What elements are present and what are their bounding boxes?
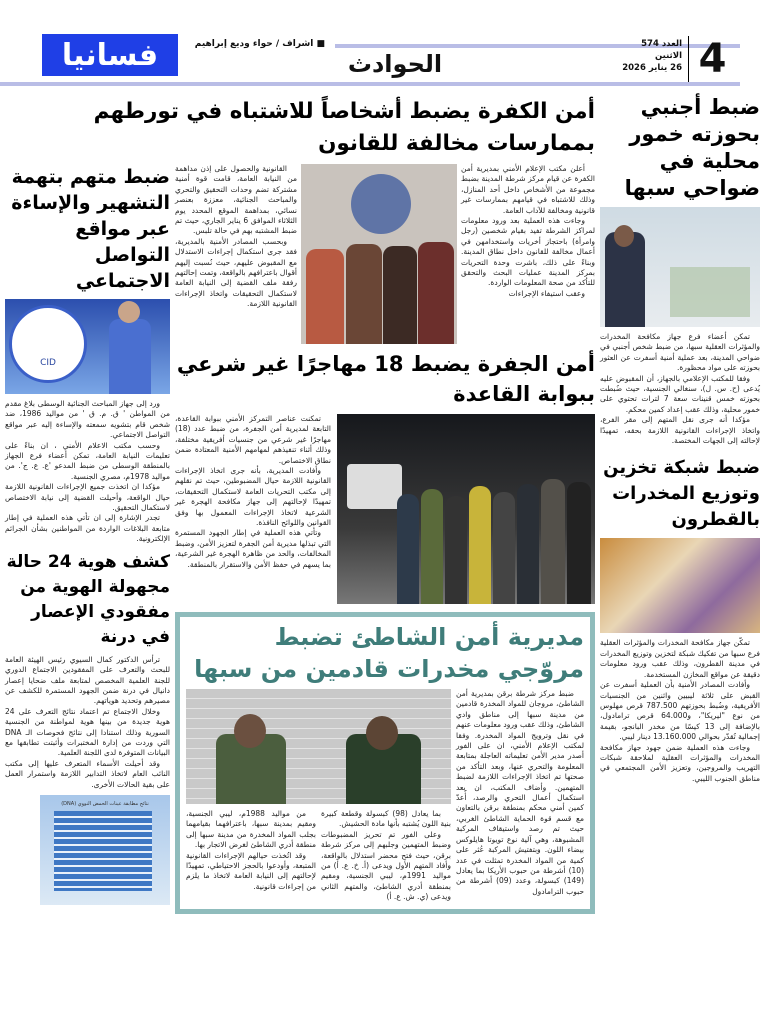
- right-column: [600, 94, 760, 784]
- body-sabha-alcohol: تمكن أعضاء فرع جهاز مكافحة المخدرات والمؤثرات العقلية سبها، من ضبط شخص أجنبي في ضواحي المدينة، بعد عملية أمنية أسفرت عن العثور بحوزته على مواد محظورة. وفقا للمكتب الإعلامي بالجهاز، أن المقبوض عليه يُدعى (ح. س. ل)، سنغالي الجنسية، حيث ضُبطت بحوزته خمس قنينات سعة 7 لترات تحتوي على خمور محلية، وذلك عقب إعداد كمين محكم. مؤكدا أنه جرى نقل المتهم إلى مقر الفرع، واتخاذ الإجراءات القانونية اللازمة بحقه، تمهيدًا لإحالته إلى الجهات المختصة.: [600, 332, 760, 446]
- main-columns: [5, 164, 595, 914]
- body-shati-col1: ضبط مركز شرطة برقن بمديرية أمن الشاطئ، مروجان للمواد المخدرة قادمين من مدينة سبها إلى مناطق وادي الشاطئ، وذلك عقب ورود معلومات عنهم في نقل وترويج المواد المخدرة. وفقا لمكتب الإعلام الأمني، ان على الفور أصدر مدير الأمن تعليماته العاجلة بمتابعة المعلومة والتحري عنها، وبعد التأكد من صحتها تم اتخاذ الإجراءات اللازمة لضبط المتهمين. وأضاف المكتب، ان بعد استكمال أعمال التحري والرصد، أُعدّ كمين أمني محكم بمنطقة برقن بالتعاون مع قسم قوة الحماية الشاطئ الغربي، حيث تم رصد واستيقاف المركبة المشبوهة، وهي آلية نوع تويوتا هايلوكس بيضاء اللون. وبتفتيش المركبة عُثر على كمية من المواد المخدرة تمثلت في عدد (10) أشرطة من حبوب الأريكا بما يعادل (149) كبسولة، وعدد (09) أشرطة من حبوب الترامادول: [456, 689, 584, 896]
- body-kufra-col1: أعلن مكتب الإعلام الأمني بمديرية أمن الكفرة عن قيام مركز شرطة المدينة بضبط مجموعة من الأشخاص داخل أحد المنازل، وذلك للاشتباه في قيامهم بممارسات غير قانونية ومخالفة للآداب العامة. وجاءت هذه العملية بعد ورود معلومات لمراكز الشرطة تفيد بقيام شخصين (رجل وامرأة) باحتجاز أخريات واستخدامهن في أعمال مخالفة للقانون داخل نطاق المدينة. وبناءً على ذلك، باشرت وحدة التحريات بمركز المدينة عمليات البحث والتحقق للتأكد من صحة المعلومات الواردة. وعقب استيفاء الإجراءات: [461, 164, 595, 298]
- logo: فسانيا: [42, 34, 178, 76]
- headline-defamation: ضبط متهم بتهمة التشهير والإساءة عبر مواقع التواصل الاجتماعي: [11, 166, 170, 292]
- shati-bottom-columns: [186, 809, 451, 903]
- body-shati-col3: من مواليد 1988م، ليبي الجنسية، ومقيم بمدينة سبها، باعترافهما بقيامهما بجلب المواد المخدرة من مدينة سبها إلى منطقة أدري الشاطئ لغرض الاتجار بها. وقد اتُخذت حيالهم الإجراءات القانونية المتبعة، وأودعوا بالحجز الاحتياطي، تمهيدًا لإحالتهم إلى النيابة العامة لاتخاذ ما يلزم من إجراءات قانونية.: [186, 809, 316, 891]
- page-number: 4: [688, 36, 736, 82]
- photo-sabha-alcohol: [600, 207, 760, 327]
- headline-qatrun: ضبط شبكة تخزين وتوزيع المخدرات بالقطرون: [603, 457, 760, 531]
- photo-jufra: [337, 414, 595, 604]
- body-shati-col2: بما يعادل (98) كبسولة وقطعة كبيرة بنية اللون يُشتبه بأنها مادة الحشيش. وعلى الفور تم تحريز المضبوطات وضبط المتهمين وجلبهم إلى مركز شرطة برقن، حيث فتح محضر استدلال بالواقعة، وأفاد المتهم الأول ويدعى (أ. خ. ع. أ) من مواليد 1991م، ليبي الجنسية، ومقيم بمنطقة أدري الشاطئ، والمتهم الثاني ويدعى (ي. ش. ع. أ): [321, 809, 451, 902]
- supervisor: ■ اشراف / حواء وديع إبراهيم: [194, 39, 325, 49]
- shati-columns: [186, 689, 584, 903]
- body-kufra-col2: القانونية والحصول على إذن مداهمة من النيابة العامة، قامت قوة أمنية مشتركة تضم وحدات التحقيق والتحري والمباحث الجنائية، معززة بعنصر نسائي، بمداهمة الموقع المحدد يوم الثلاثاء الموافق 6 يناير الجاري، حيث تم ضبط المشتبه بهم في حالة تلبس. وبحسب المصادر الأمنية بالمديرية، فقد جرى استكمال إجراءات الاستدلال مع المقبوض عليهم، حيث نُسبت إليهم أقوال باعترافهم بالواقعة، وتمت إحالتهم رفقة ملف القضية إلى النيابة العامة لاستكمال التحقيقات واتخاذ الإجراءات القانونية اللازمة.: [175, 164, 297, 309]
- cid-badge: CID: [9, 305, 87, 383]
- shati-box: [175, 612, 595, 914]
- photo-defamation: [5, 299, 170, 394]
- body-qatrun: تمكّن جهاز مكافحة المخدرات والمؤثرات العقلية فرع سبها من تفكيك شبكة لتخزين وتوزيع المخدرات في مدينة القطرون، وذلك عقب ورود معلومات دقيقة عن مواقع المخازن المستخدمة. وأفادت المصادر الأمنية بأن العملية أسفرت عن القبض على ثلاثة ليبيين واثنين من الجنسيات الأفريقية، وضُبط بحوزتهم 787.500 قرص مهلوس من نوع "ليريكا"، و64.000 قرص ترامادول، بالإضافة إلى 13 كيسًا من مخدر البانجو، بقيمة إجمالية تُقدّر بحوالي 13.160.000 دينار ليبي. وجاءت هذه العملية ضمن جهود جهاز مكافحة المخدرات والمؤثرات العقلية لملاحقة شبكات التهريب والمروجين، وتعزيز الأمن المجتمعي في مناطق الجنوب الليبي.: [600, 638, 761, 783]
- main-area: [5, 96, 595, 914]
- photo-shati: [186, 689, 451, 804]
- body-defamation: ورد إلى جهاز المباحث الجنائية الوسطى بلاغ مقدم من المواطن ' ق. م. ق ' من مواليد 1986، ضد شخص قام بتشويه سمعته والإساءة إليه عبر مواقع التواصل الاجتماعي. وحسب مكتب الاعلام الأمني ، ان بناءً على تعليمات النيابة العامة، تمكن أعضاء فرع الجهاز بالمنطقة الوسطى من ضبط المدعو 'ع. ع. ج'. من مواليد 1978م، مصري الجنسية. مؤكدا ان اتخذت جميع الإجراءات القانونية اللازمة حيال الواقعة، وأحيلت القضية إلى نيابة الاختصاص لاستكمال التحقيق. تجدر الإشارة إلى ان تأتي هذه العملية في إطار متابعة البلاغات الواردة من المواطنين بشأن الجرائم الإلكترونية.: [5, 399, 170, 544]
- middle-column: [175, 164, 595, 914]
- section-title: الحوادث: [347, 50, 443, 78]
- headline-sabha-alcohol: ضبط أجنبي بحوزته خمور محلية في ضواحي سبها: [624, 95, 760, 200]
- headline-kufra: أمن الكفرة يضبط أشخاصاً للاشتباه في تورطهم بممارسات مخالفة للقانون: [93, 99, 595, 156]
- photo-qatrun: [600, 538, 760, 633]
- left-column: [5, 164, 170, 905]
- body-jufra: تمكنت عناصر التمركز الأمني ببوابة القاعدة، التابعة لمديرية أمن الجفرة، من ضبط عدد (18) مهاجرًا غير شرعي من جنسيات أفريقية مختلفة، وذلك أثناء تنفيذهم لمهامهم الأمنية المعتادة ضمن نطاق الاختصاص. وأفادت المديرية، بأنه جرى اتخاذ الإجراءات القانونية اللازمة حيال المضبوطين، حيث تم نقلهم إلى مكتب التحريات العامة لاستكمال التحقيقات، تمهيدًا لإحالتهم إلى جهاز مكافحة الهجرة غير الشرعية لاتخاذ الإجراءات المعمول بها وفق القوانين واللوائح النافذة. وتأتي هذه العملية في إطار الجهود المستمرة التي تبذلها مديرية أمن الجفرة لتعزيز الأمن، وضبط المخالفات، والحد من ظاهرة الهجرة غير الشرعية، بما يسهم في حفظ الأمن والاستقرار بالمنطقة.: [175, 414, 331, 569]
- photo-kufra: [301, 164, 457, 344]
- body-derna: ترأس الدكتور كمال السيوي رئيس الهيئة العامة للبحث والتعرف على المفقودين الاجتماع الدوري للجنة العلمية المخصص لمتابعة ملف ضحايا إعصار دانيال في درنة ضمن الجهود المستمرة للكشف عن مصيرهم وتحديد هوياتهم. وخلال الاجتماع تم اعتماد نتائج التعرف على 24 هوية جديدة من بينها هوية لمواطنة من الجنسية السورية وذلك استنادا إلى نتائج فحوصات الـ DNA التي وردت من إدارة المختبرات وأثبتت تطابقها مع البيانات المتوفرة لدى اللجنة العلمية. وقد أحيلت الأسماء المتعرف عليها إلى مكتب النائب العام لاتخاذ التدابير اللازمة واستمرار العمل على بقية الحالات الأخرى.: [5, 654, 170, 789]
- kufra-row: [175, 164, 595, 344]
- dna-results-image: نتائج مطابقة عينات الحمض النووي (DNA): [40, 795, 170, 905]
- headline-shati: مديرية أمن الشاطئ تضبط مروّجي مخدرات قادمين من سبها: [194, 623, 584, 683]
- headline-jufra: أمن الجفرة يضبط 18 مهاجرًا غير شرعي ببوابة القاعدة: [176, 352, 595, 406]
- jufra-row: [175, 414, 595, 604]
- headline-derna: كشف هوية 24 حالة مجهولة الهوية من مفقودي الإعصار في درنة: [6, 551, 170, 647]
- issue-info: العدد 574 الاثنين 26 يناير 2026: [622, 39, 682, 73]
- shati-left-block: [186, 689, 451, 903]
- header-bottom-rule: [0, 82, 740, 86]
